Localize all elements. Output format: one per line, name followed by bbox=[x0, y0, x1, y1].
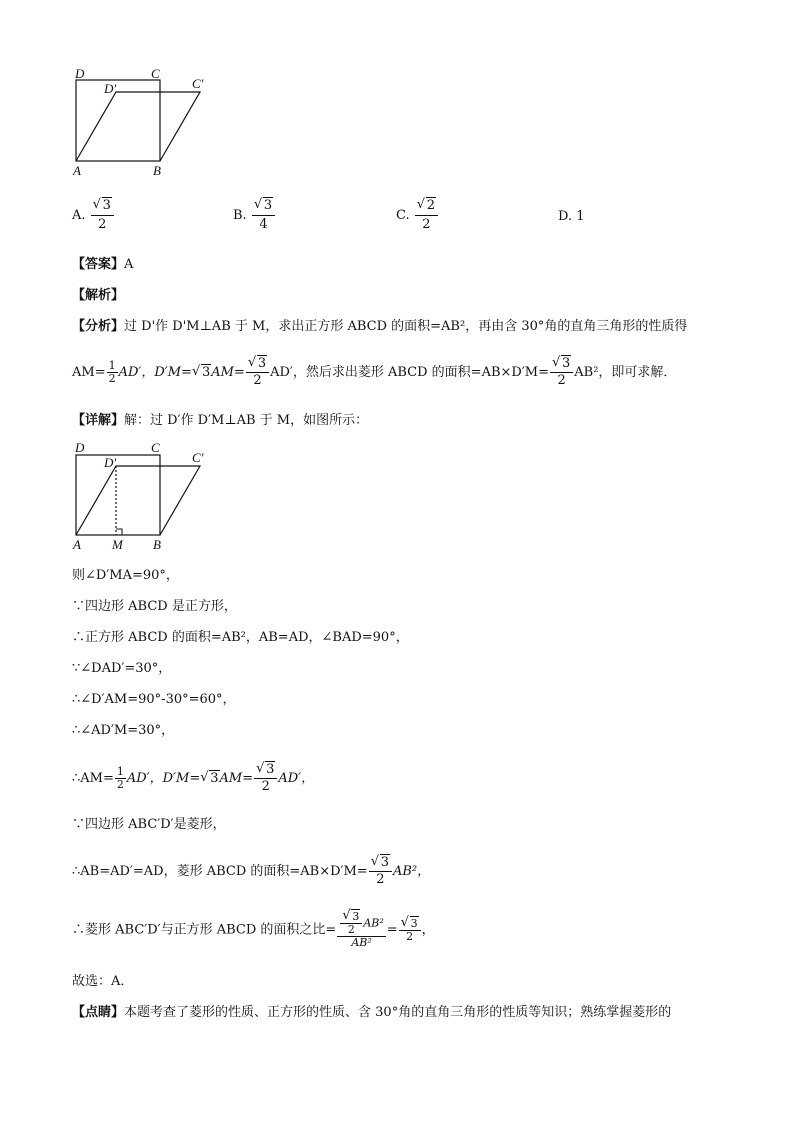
label-b-2: B bbox=[153, 537, 161, 552]
step-7-ad-dm: AD′，D′M= bbox=[126, 771, 201, 786]
answer-value: A bbox=[124, 257, 134, 272]
fenxi-frac2-num: 3 bbox=[257, 356, 267, 371]
step-7-frac-num: 3 bbox=[266, 762, 275, 777]
rhombus-abc-prime-d-prime bbox=[76, 92, 200, 161]
step-10-den: AB² bbox=[351, 936, 372, 949]
fenxi-ad-dm: AD′，D′M= bbox=[118, 365, 192, 380]
option-a-num: 3 bbox=[102, 198, 111, 213]
step-10-big-frac bbox=[337, 911, 385, 949]
label-b: B bbox=[153, 163, 161, 178]
option-b-fraction bbox=[252, 197, 275, 234]
step-7-end: AD′， bbox=[278, 771, 315, 786]
fenxi-text-2: AD′，然后求出菱形 ABCD 的面积=AB×D′M= bbox=[270, 365, 549, 380]
square-abcd-2 bbox=[76, 455, 160, 535]
step-8: ∵四边形 ABC′D′是菱形， bbox=[72, 817, 226, 832]
step-9-text: ∴AB=AD′=AD，菱形 ABCD 的面积=AB×D′M= bbox=[72, 864, 368, 879]
detail-line bbox=[72, 412, 368, 430]
fenxi-text-3: AB²，即可求解． bbox=[574, 365, 677, 380]
option-a-letter: A. bbox=[72, 208, 86, 223]
figure-rhombus-square-with-m bbox=[70, 437, 220, 557]
step-10-text: ∴菱形 ABC′D′与正方形 ABCD 的面积之比= bbox=[72, 922, 337, 938]
fenxi-half-den: 2 bbox=[108, 372, 116, 385]
detail-tag: 【详解】 bbox=[72, 413, 125, 428]
fenxi-frac2 bbox=[246, 356, 269, 389]
label-c-prime-2: C′ bbox=[192, 450, 204, 465]
step-10-result bbox=[399, 918, 421, 943]
step-9-frac bbox=[369, 855, 392, 888]
step-10-inner-num: 3 bbox=[352, 910, 360, 923]
step-10-inner-frac bbox=[340, 911, 362, 936]
dianjing-text: 本题考查了菱形的性质、正方形的性质、含 30°角的直角三角形的性质等知识；熟练掌握菱形的 bbox=[124, 1005, 672, 1020]
fenxi-frac3-den: 2 bbox=[557, 373, 566, 388]
option-c-num: 2 bbox=[426, 198, 436, 213]
option-b-num: 3 bbox=[263, 198, 273, 213]
step-7-sqrt3: 3 bbox=[210, 771, 219, 786]
step-9 bbox=[72, 855, 430, 888]
label-m-2: M bbox=[112, 537, 123, 552]
step-10-result-den: 2 bbox=[406, 929, 414, 943]
dianjing-tag: 【点睛】 bbox=[72, 1005, 125, 1020]
label-d-prime: D′ bbox=[104, 81, 117, 96]
fenxi-line-1 bbox=[72, 318, 687, 336]
label-c: C bbox=[151, 66, 160, 81]
step-7 bbox=[72, 762, 314, 795]
fenxi-frac3 bbox=[550, 356, 573, 389]
step-10-end: ， bbox=[421, 922, 435, 938]
step-7-half-den: 2 bbox=[116, 778, 124, 791]
step-7-half-num: 1 bbox=[116, 765, 124, 778]
step-6: ∴∠AD′M=30°， bbox=[72, 723, 175, 738]
label-c-2: C bbox=[151, 440, 160, 455]
step-10-result-num: 3 bbox=[410, 916, 418, 930]
option-c bbox=[396, 197, 439, 234]
label-d-2: D bbox=[75, 440, 85, 455]
fenxi-half-num: 1 bbox=[108, 359, 116, 372]
option-a bbox=[72, 197, 115, 234]
step-2: ∵四边形 ABCD 是正方形， bbox=[72, 599, 237, 614]
label-d: D bbox=[75, 66, 85, 81]
fenxi-half-fraction bbox=[107, 360, 118, 385]
option-c-den: 2 bbox=[422, 217, 431, 232]
fenxi-tag: 【分析】 bbox=[72, 319, 125, 334]
step-10-inner-ab: AB² bbox=[363, 916, 384, 930]
option-b-den: 4 bbox=[259, 217, 268, 232]
fenxi-frac2-den: 2 bbox=[253, 373, 262, 388]
label-a: A bbox=[73, 163, 81, 178]
fenxi-sqrt3: 3 bbox=[201, 365, 211, 380]
step-7-am: ∴AM= bbox=[72, 771, 114, 786]
fenxi-frac3-num: 3 bbox=[561, 356, 571, 371]
fenxi-am: AM= bbox=[72, 365, 106, 380]
option-d-letter: D. bbox=[558, 209, 573, 224]
fenxi-am2: AM= bbox=[211, 365, 245, 380]
step-10 bbox=[72, 911, 435, 949]
label-c-prime: C′ bbox=[192, 76, 204, 91]
analysis-tag: 【解析】 bbox=[72, 288, 125, 303]
step-11: 故选：A． bbox=[72, 974, 134, 989]
label-a-2: A bbox=[73, 537, 81, 552]
dianjing-line bbox=[72, 1004, 671, 1022]
step-5: ∴∠D′AM=90°-30°=60°， bbox=[72, 692, 236, 707]
option-a-den: 2 bbox=[98, 217, 107, 232]
fenxi-line-2 bbox=[72, 356, 676, 389]
analysis-heading bbox=[72, 287, 124, 305]
step-9-frac-den: 2 bbox=[376, 872, 385, 887]
option-b-letter: B. bbox=[233, 208, 247, 223]
figure-rhombus-square bbox=[70, 62, 220, 182]
step-7-am2: AM= bbox=[219, 771, 254, 786]
label-d-prime-2: D′ bbox=[104, 455, 117, 470]
step-7-frac bbox=[254, 762, 277, 795]
option-c-letter: C. bbox=[396, 208, 410, 223]
step-9-end: AB²， bbox=[392, 864, 431, 879]
step-4: ∵∠DAD′=30°， bbox=[72, 661, 172, 676]
answer-tag: 【答案】 bbox=[72, 257, 125, 272]
step-1: 则∠D′MA=90°， bbox=[72, 568, 179, 583]
detail-text: 解：过 D′作 D′M⊥AB 于 M，如图所示： bbox=[124, 413, 369, 428]
option-c-fraction bbox=[415, 197, 438, 234]
step-7-half bbox=[115, 766, 126, 791]
right-angle-mark bbox=[116, 529, 122, 535]
step-10-inner-den: 2 bbox=[347, 923, 355, 936]
step-9-frac-num: 3 bbox=[380, 855, 389, 870]
step-7-frac-den: 2 bbox=[261, 779, 270, 794]
option-d-value: 1 bbox=[576, 209, 585, 224]
answer-line bbox=[72, 256, 133, 274]
option-b bbox=[233, 197, 276, 234]
option-a-fraction bbox=[91, 197, 114, 234]
option-d bbox=[558, 209, 585, 224]
step-3: ∴正方形 ABCD 的面积=AB²，AB=AD，∠BAD=90°， bbox=[72, 630, 409, 645]
step-10-eq: = bbox=[386, 922, 398, 938]
rhombus-2 bbox=[76, 466, 200, 535]
fenxi-text-1: 过 D'作 D'M⊥AB 于 M，求出正方形 ABCD 的面积=AB²，再由含 30°角的直角三角形的性质得 bbox=[124, 319, 688, 334]
